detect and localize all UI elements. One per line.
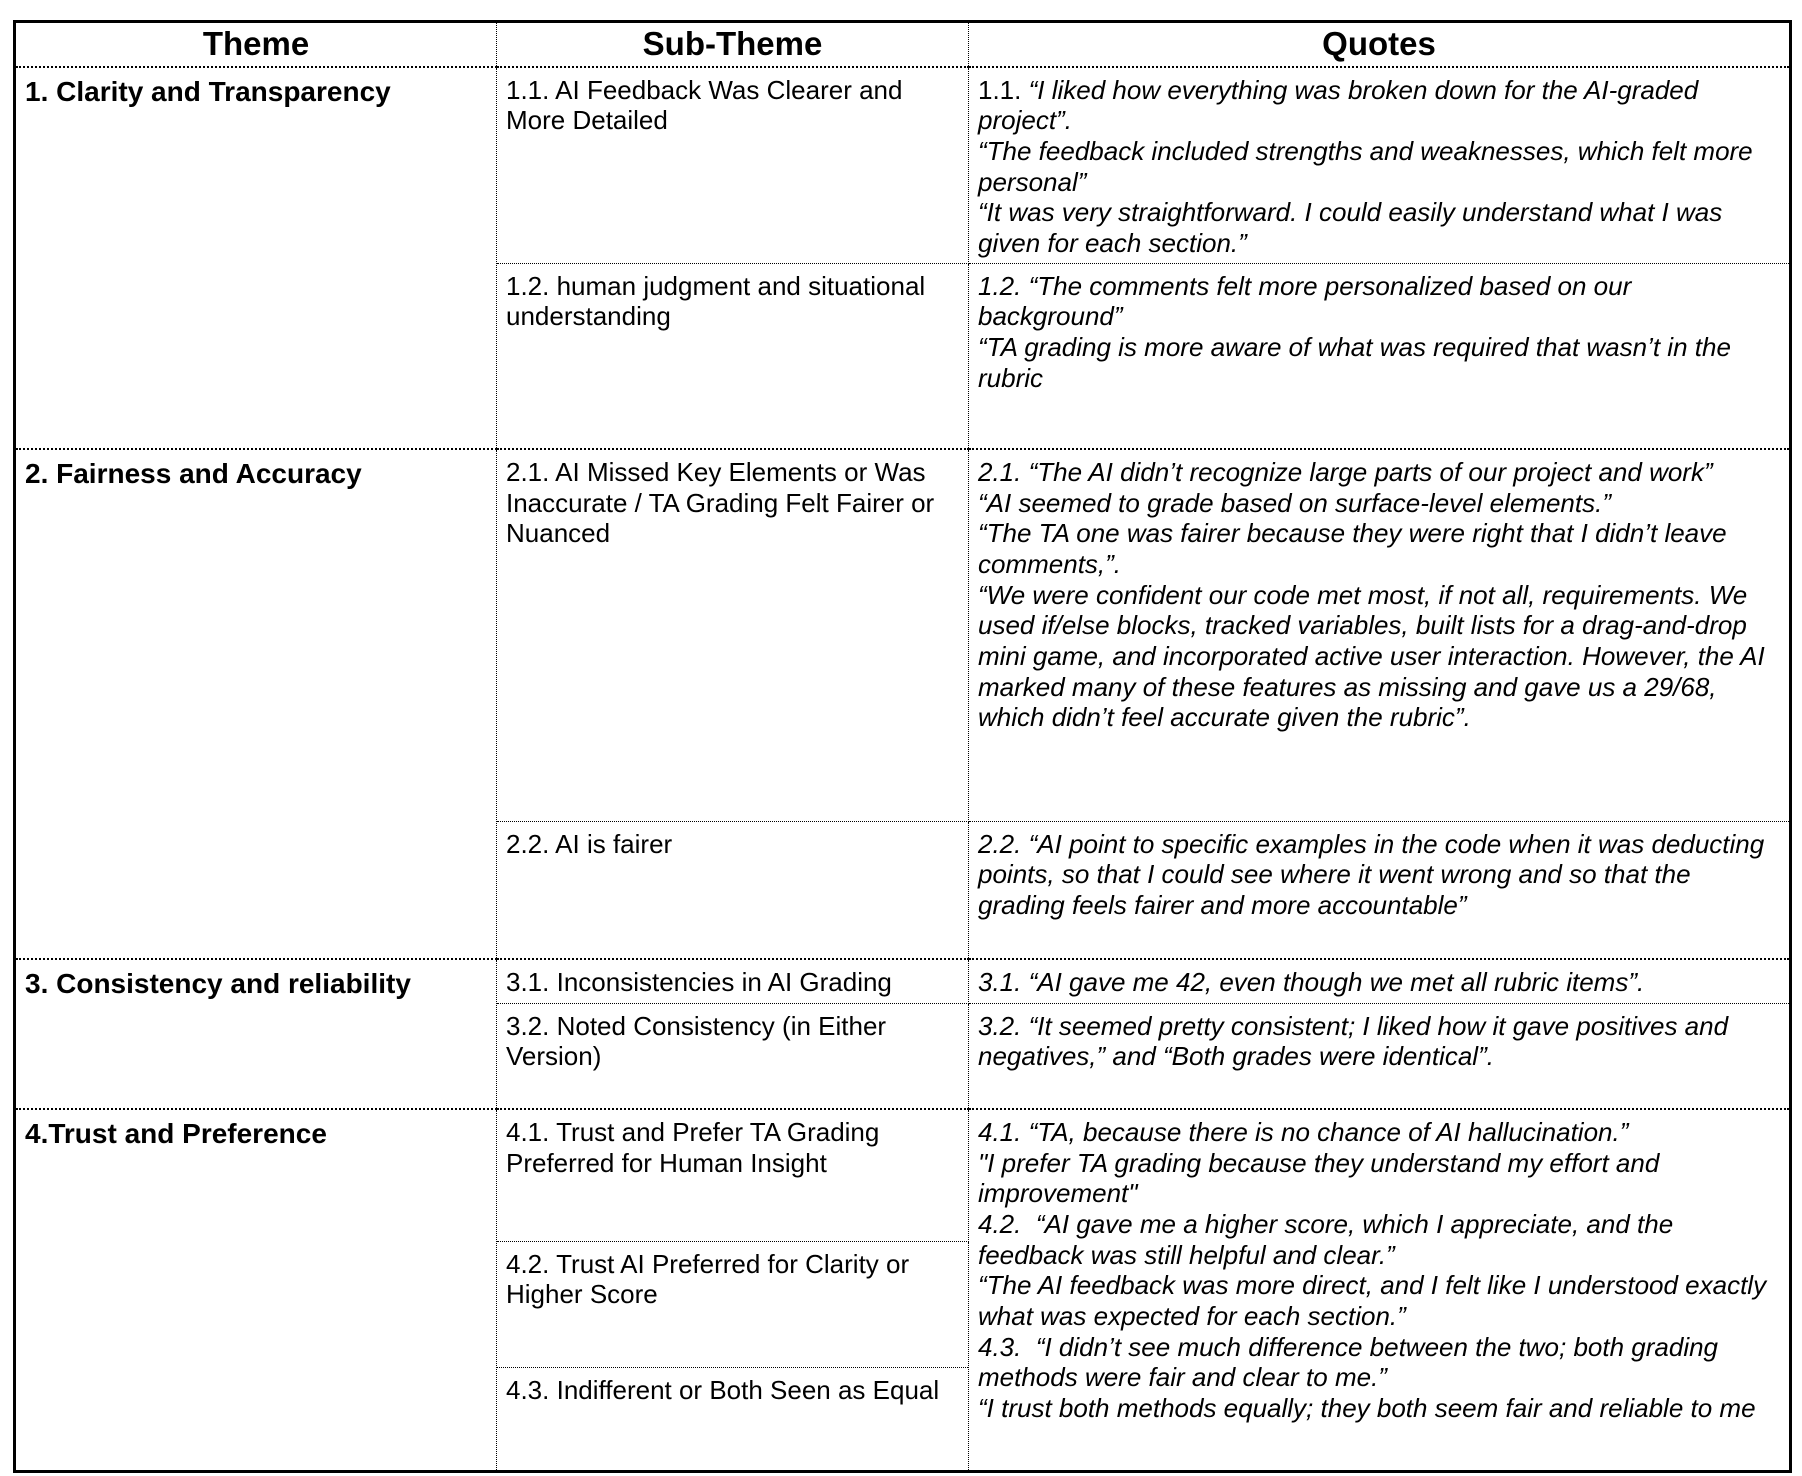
quote-paragraph: 2.2. “AI point to specific examples in the code when it was deducting points, so that I could see where it went wrong and so that the grading feels fairer and more accountable”	[978, 828, 1772, 920]
quote-number: 1.1.	[978, 74, 1029, 105]
header-row	[15, 22, 1791, 67]
header-cell-theme: Theme	[15, 22, 497, 67]
subtheme-cell-2-1: 2.1. AI Missed Key Elements or Was Inaccurate / TA Grading Felt Fairer or Nuanced	[497, 449, 969, 821]
quote-paragraph: “The TA one was fairer because they were right that I didn’t leave comments,”.	[978, 518, 1734, 580]
header-cell-quotes: Quotes	[969, 22, 1791, 67]
subtheme-cell-4-2: 4.2. Trust AI Preferred for Clarity or Higher Score	[497, 1241, 969, 1367]
quotes-cell-2-2	[969, 821, 1791, 959]
table-row	[15, 1109, 1791, 1241]
quote-paragraph: 2.1. “The AI didn’t recognize large parts of our project and work”	[978, 457, 1713, 488]
subtheme-cell-3-2: 3.2. Noted Consistency (in Either Version)	[497, 1003, 969, 1109]
quote-paragraph: “AI seemed to grade based on surface-level elements.”	[978, 487, 1612, 518]
quotes-cell-3-2	[969, 1003, 1791, 1109]
quote-paragraph: “We were confident our code met most, if not all, requirements. We used if/else blocks, tracked variables, built lists for a drag-and-drop mini game, and incorporated active user interaction. However, the AI marked many of these features as missing and gave us a 29/68, which didn’t feel accurate given the rubric”.	[978, 579, 1772, 733]
quote-paragraph: 1.2. “The comments felt more personalized based on our background”	[978, 270, 1639, 332]
quotes-cell-1-1	[969, 67, 1791, 264]
quote-text: “I liked how everything was broken down for the AI-graded project”.	[978, 74, 1706, 136]
quote-paragraph: “The feedback included strengths and weaknesses, which felt more personal”	[978, 135, 1760, 197]
themes-quotes-table	[13, 20, 1792, 1473]
quote-paragraph: “I trust both methods equally; they both seem fair and reliable to me	[978, 1393, 1756, 1424]
subtheme-cell-1-2: 1.2. human judgment and situational understanding	[497, 263, 969, 449]
subtheme-cell-1-1: 1.1. AI Feedback Was Clearer and More Detailed	[497, 67, 969, 264]
table-row	[15, 67, 1791, 264]
table-row	[15, 959, 1791, 1003]
quote-paragraph: 4.1. “TA, because there is no chance of AI hallucination.”	[978, 1117, 1629, 1148]
subtheme-cell-4-1: 4.1. Trust and Prefer TA Grading Preferred for Human Insight	[497, 1109, 969, 1241]
header-cell-subtheme: Sub-Theme	[497, 22, 969, 67]
quotes-cell-3-1	[969, 959, 1791, 1003]
quote-paragraph: "I prefer TA grading because they understand my effort and improvement"	[978, 1147, 1667, 1209]
quote-paragraph: “The AI feedback was more direct, and I felt like I understood exactly what was expected for each section.”	[978, 1270, 1774, 1332]
quotes-cell-1-2	[969, 263, 1791, 449]
quote-paragraph: 4.3. “I didn’t see much difference between the two; both grading methods were fair and clear to me.”	[978, 1331, 1726, 1393]
quotes-cell-4	[969, 1109, 1791, 1471]
subtheme-cell-4-3: 4.3. Indifferent or Both Seen as Equal	[497, 1367, 969, 1471]
theme-cell-2: 2. Fairness and Accuracy	[15, 449, 497, 959]
quotes-cell-2-1	[969, 449, 1791, 821]
quote-paragraph: 3.2. “It seemed pretty consistent; I liked how it gave positives and negatives,” and “Both grades were identical”.	[978, 1010, 1736, 1072]
quote-paragraph: “It was very straightforward. I could easily understand what I was given for each section.”	[978, 197, 1730, 258]
quote-paragraph: “TA grading is more aware of what was required that wasn’t in the rubric	[978, 331, 1739, 393]
quote-paragraph	[978, 75, 1780, 136]
subtheme-cell-2-2: 2.2. AI is fairer	[497, 821, 969, 959]
theme-cell-3: 3. Consistency and reliability	[15, 959, 497, 1109]
theme-cell-4: 4.Trust and Preference	[15, 1109, 497, 1471]
subtheme-cell-3-1: 3.1. Inconsistencies in AI Grading	[497, 959, 969, 1003]
theme-cell-1: 1. Clarity and Transparency	[15, 67, 497, 450]
table-row	[15, 449, 1791, 821]
quote-paragraph: 4.2. “AI gave me a higher score, which I appreciate, and the feedback was still helpful and clear.”	[978, 1209, 1681, 1270]
quote-paragraph: 3.1. “AI gave me 42, even though we met all rubric items”.	[978, 967, 1645, 998]
